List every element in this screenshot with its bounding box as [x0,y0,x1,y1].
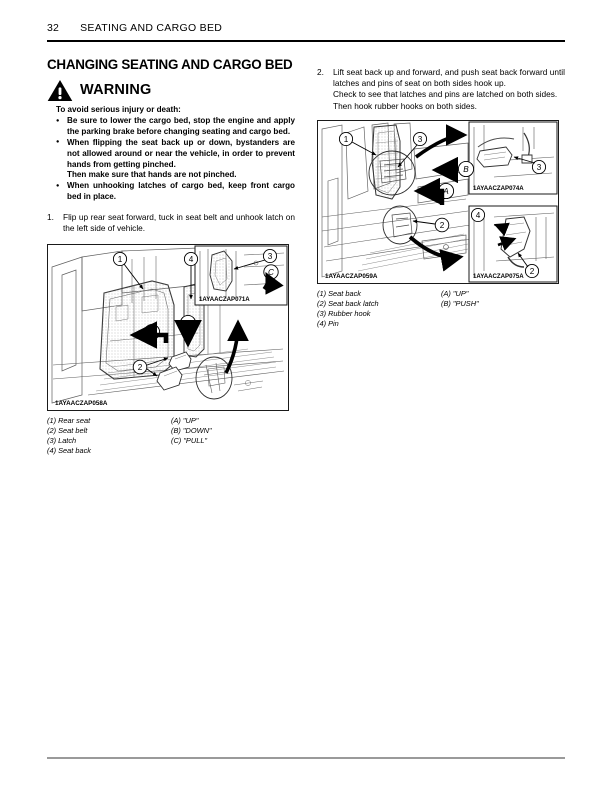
warning-bullet-text: When flipping the seat back up or down, bystanders are not allowed around or near the vehicle, in order to prevent hands from getting pinched. [67,137,295,169]
warning-bullet [56,138,295,182]
legend-item: (3) Rubber hook [317,309,371,319]
legend-item: (2) Seat belt [47,425,88,435]
figure-left-illustration [48,245,288,410]
legend-item: (B) "PUSH" [441,299,479,309]
page-number: 32 [47,22,60,34]
figure-left-legend [47,416,295,456]
warning-triangle-icon [47,79,73,102]
page-title: CHANGING SEATING AND CARGO BED [47,57,293,72]
warning-bullet-note: Then make sure that hands are not pinched. [67,170,237,180]
step-line: Flip up rear seat forward, tuck in seat belt and unhook latch on the left side of vehicle. [63,212,295,234]
letter-b: B [185,318,191,328]
figure-reference-code: 1AYAACZAP059A [325,272,378,280]
legend-item: (B) "DOWN" [171,425,212,435]
callout-2: 2 [439,220,445,230]
right-column [317,58,565,329]
letter-a: A [149,327,155,337]
legend-item: (4) Seat back [47,445,91,455]
legend-item: (3) Latch [47,435,77,445]
inset-reference-code: 1AYAACZAP071A [199,295,250,303]
callout-3: 3 [267,251,273,261]
letter-c: C [268,267,274,277]
legend-lettered-column [171,416,295,456]
callout-1: 1 [343,134,349,144]
callout-4: 4 [188,254,194,264]
procedure-step-2 [317,67,565,112]
callout-1: 1 [117,254,123,264]
step-line: Then hook rubber hooks on both sides. [333,100,477,111]
step-line: Check to see that latches and pins are latched on both sides. [333,89,558,100]
callout-3: 3 [417,134,423,144]
legend-item: (1) Rear seat [47,415,91,425]
inset-bottom-reference-code: 1AYAACZAP075A [473,272,524,280]
warning-bullet: ● When unhooking latches of cargo bed, keep front cargo bed in place. [56,181,295,203]
left-column [47,58,295,456]
figure-seat-back-hook [317,120,559,284]
procedure-step-1 [47,212,295,234]
warning-label: WARNING [80,82,152,99]
callout-3: 3 [536,162,542,172]
letter-a: A [443,186,449,196]
callout-2: 2 [137,362,143,372]
callout-2: 2 [529,266,535,276]
step-number: 2. [317,67,324,77]
warning-bullet-list [56,116,295,203]
figure-right-illustration [318,121,558,283]
legend-lettered-column [441,289,565,329]
legend-item: (1) Seat back [317,288,361,298]
letter-b: B [463,164,469,174]
legend-numbered-column [317,289,441,329]
legend-item: (A) "UP" [171,415,199,425]
step-text [333,67,565,112]
header-divider [47,40,565,42]
inset-top-reference-code: 1AYAACZAP074A [473,184,524,192]
legend-item: (4) Pin [317,319,339,329]
figure-seat-latch-release [47,244,289,411]
warning-bullet: ● Be sure to lower the cargo bed, stop the engine and apply the parking brake before changing seating and cargo bed. [56,116,295,138]
step-line: Lift seat back up and forward, and push seat back forward until latches and pins of seat on both sides hook up. [333,67,565,89]
warning-body [47,105,295,203]
figure-reference-code: 1AYAACZAP058A [55,399,108,407]
footer-divider [47,757,565,759]
figure-right-legend [317,289,565,329]
warning-header [47,79,295,102]
legend-numbered-column [47,416,171,456]
callout-4: 4 [475,210,481,220]
legend-item: (2) Seat back latch [317,299,379,309]
step-number: 1. [47,212,54,223]
page-header [47,22,565,34]
warning-lead: To avoid serious injury or death: [56,104,181,114]
step-text [63,212,295,234]
header-title: SEATING AND CARGO BED [80,22,223,34]
legend-item: (A) "UP" [441,288,469,298]
legend-item: (C) "PULL" [171,435,208,445]
